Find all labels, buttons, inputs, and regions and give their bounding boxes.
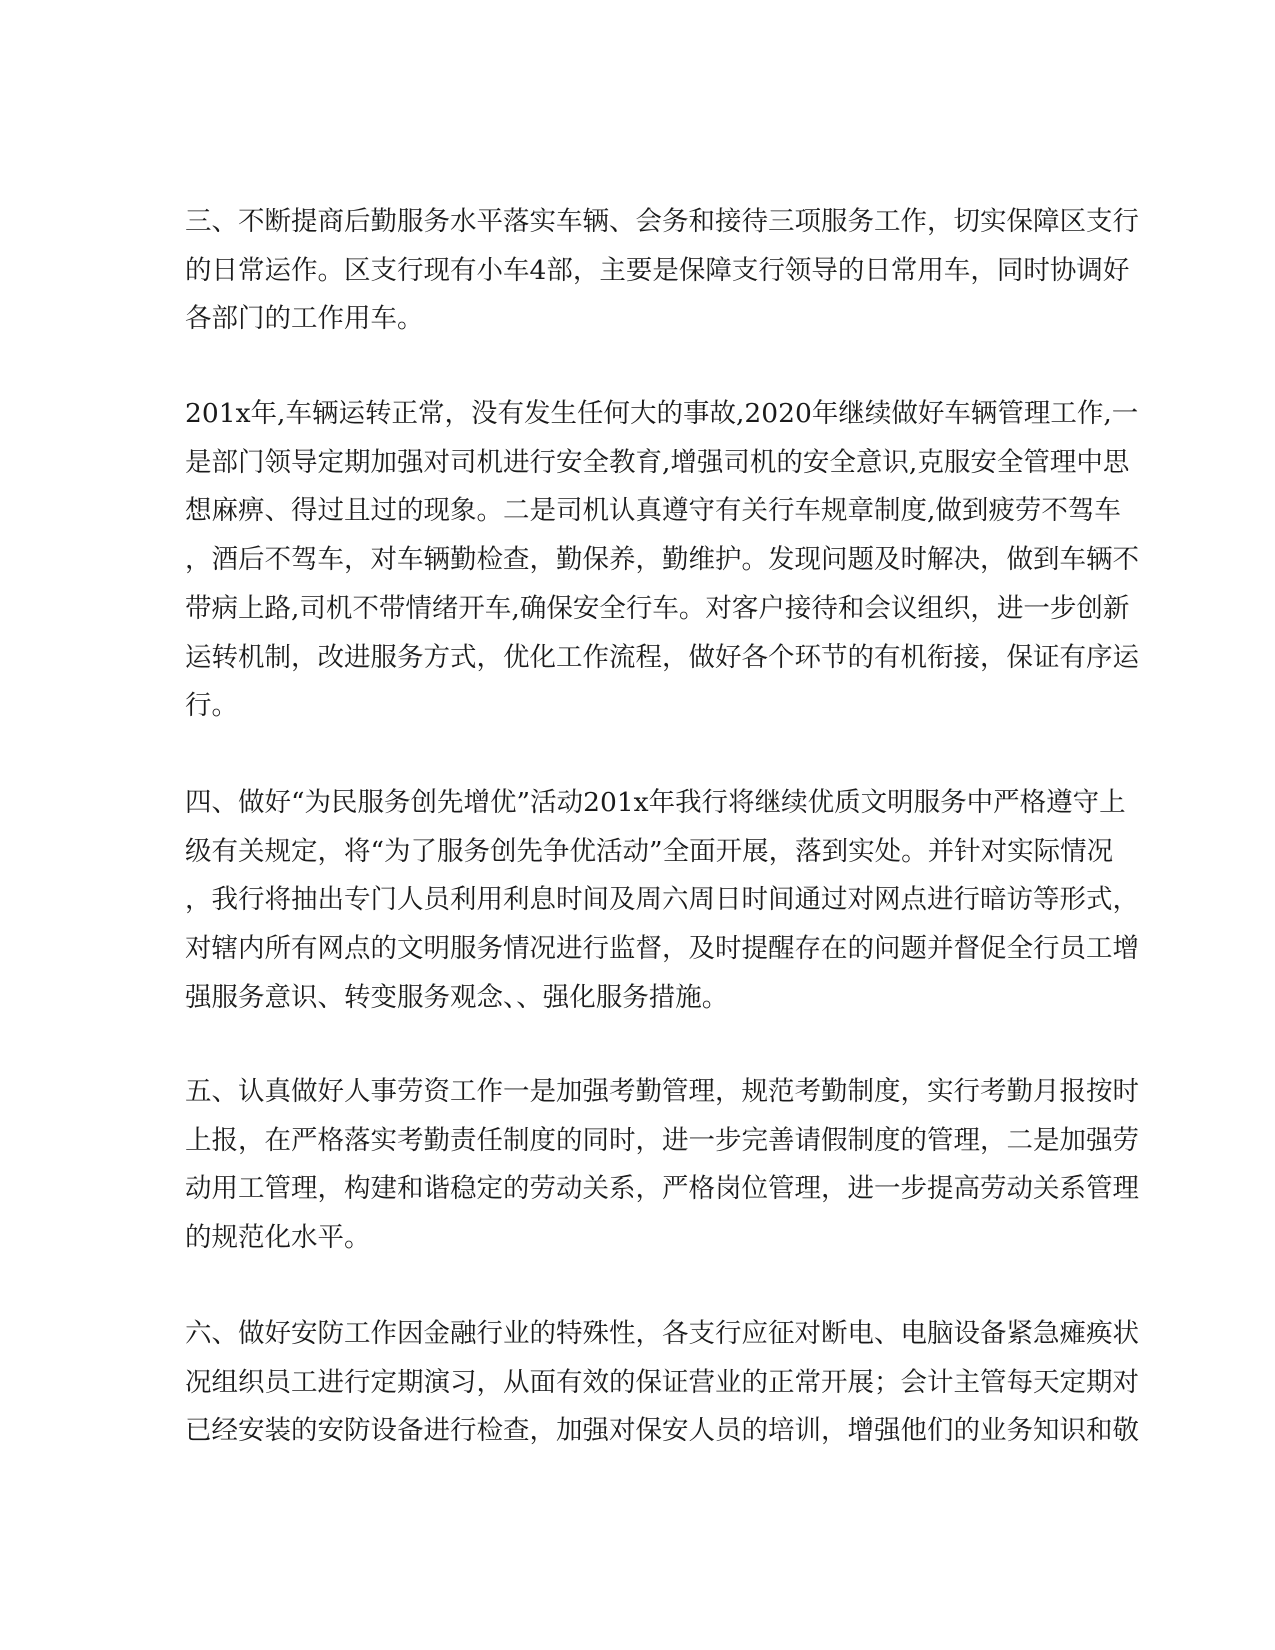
text-line: 行。: [185, 690, 238, 722]
text-line: 级有关规定，将“为了服务创先争优活动”全面开展，落到实处。并针对实际情况: [185, 835, 1114, 867]
text-line: 运转机制，改进服务方式，优化工作流程，做好各个环节的有机衔接，保证有序运: [185, 641, 1139, 673]
paragraph-vehicle-services: [185, 198, 1139, 344]
text-line: ，酒后不驾车，对车辆勤检查，勤保养，勤维护。发现问题及时解决，做到车辆不: [185, 544, 1139, 576]
text-line: 201x年,车辆运转正常，没有发生任何大的事故,2020年继续做好车辆管理工作,一: [185, 398, 1139, 429]
text-line: 五、认真做好人事劳资工作一是加强考勤管理，规范考勤制度，实行考勤月报按时: [185, 1076, 1139, 1107]
text-line: 是部门领导定期加强对司机进行安全教育,增强司机的安全意识,克服安全管理中思: [185, 446, 1130, 478]
paragraph-service-activity: [185, 779, 1139, 1023]
text-line: 四、做好“为民服务创先增优”活动201x年我行将继续优质文明服务中严格遵守上: [185, 787, 1126, 818]
text-line: 动用工管理，构建和谐稳定的劳动关系，严格岗位管理，进一步提高劳动关系管理: [185, 1173, 1139, 1205]
text-line: 的日常运作。区支行现有小车4部，主要是保障支行领导的日常用车，同时协调好: [185, 254, 1130, 286]
paragraph-vehicle-management: [185, 390, 1139, 731]
text-line: 上报，在严格落实考勤责任制度的同时，进一步完善请假制度的管理，二是加强劳: [185, 1124, 1139, 1156]
text-line: 三、不断提商后勤服务水平落实车辆、会务和接待三项服务工作，切实保障区支行: [185, 206, 1139, 237]
text-line: 对辖内所有网点的文明服务情况进行监督，及时提醒存在的问题并督促全行员工增: [185, 933, 1139, 965]
text-line: 想麻痹、得过且过的现象。二是司机认真遵守有关行车规章制度,做到疲劳不驾车: [185, 495, 1121, 527]
text-line: 的规范化水平。: [185, 1222, 371, 1254]
text-line: 强服务意识、转变服务观念、、强化服务措施。: [185, 981, 729, 1013]
text-line: 已经安装的安防设备进行检查，加强对保安人员的培训，增强他们的业务知识和敬: [185, 1415, 1139, 1447]
paragraph-security-work: [185, 1310, 1139, 1456]
text-line: 带病上路,司机不带情绪开车,确保安全行车。对客户接待和会议组织，进一步创新: [185, 592, 1130, 624]
paragraph-personnel-payroll: [185, 1068, 1139, 1263]
text-line: 六、做好安防工作因金融行业的特殊性，各支行应征对断电、电脑设备紧急瘫痪状: [185, 1318, 1139, 1349]
text-line: ，我行将抽出专门人员利用利息时间及周六周日时间通过对网点进行暗访等形式，: [185, 884, 1139, 916]
text-line: 各部门的工作用车。: [185, 303, 424, 335]
text-line: 况组织员工进行定期演习，从面有效的保证营业的正常开展；会计主管每天定期对: [185, 1366, 1139, 1398]
